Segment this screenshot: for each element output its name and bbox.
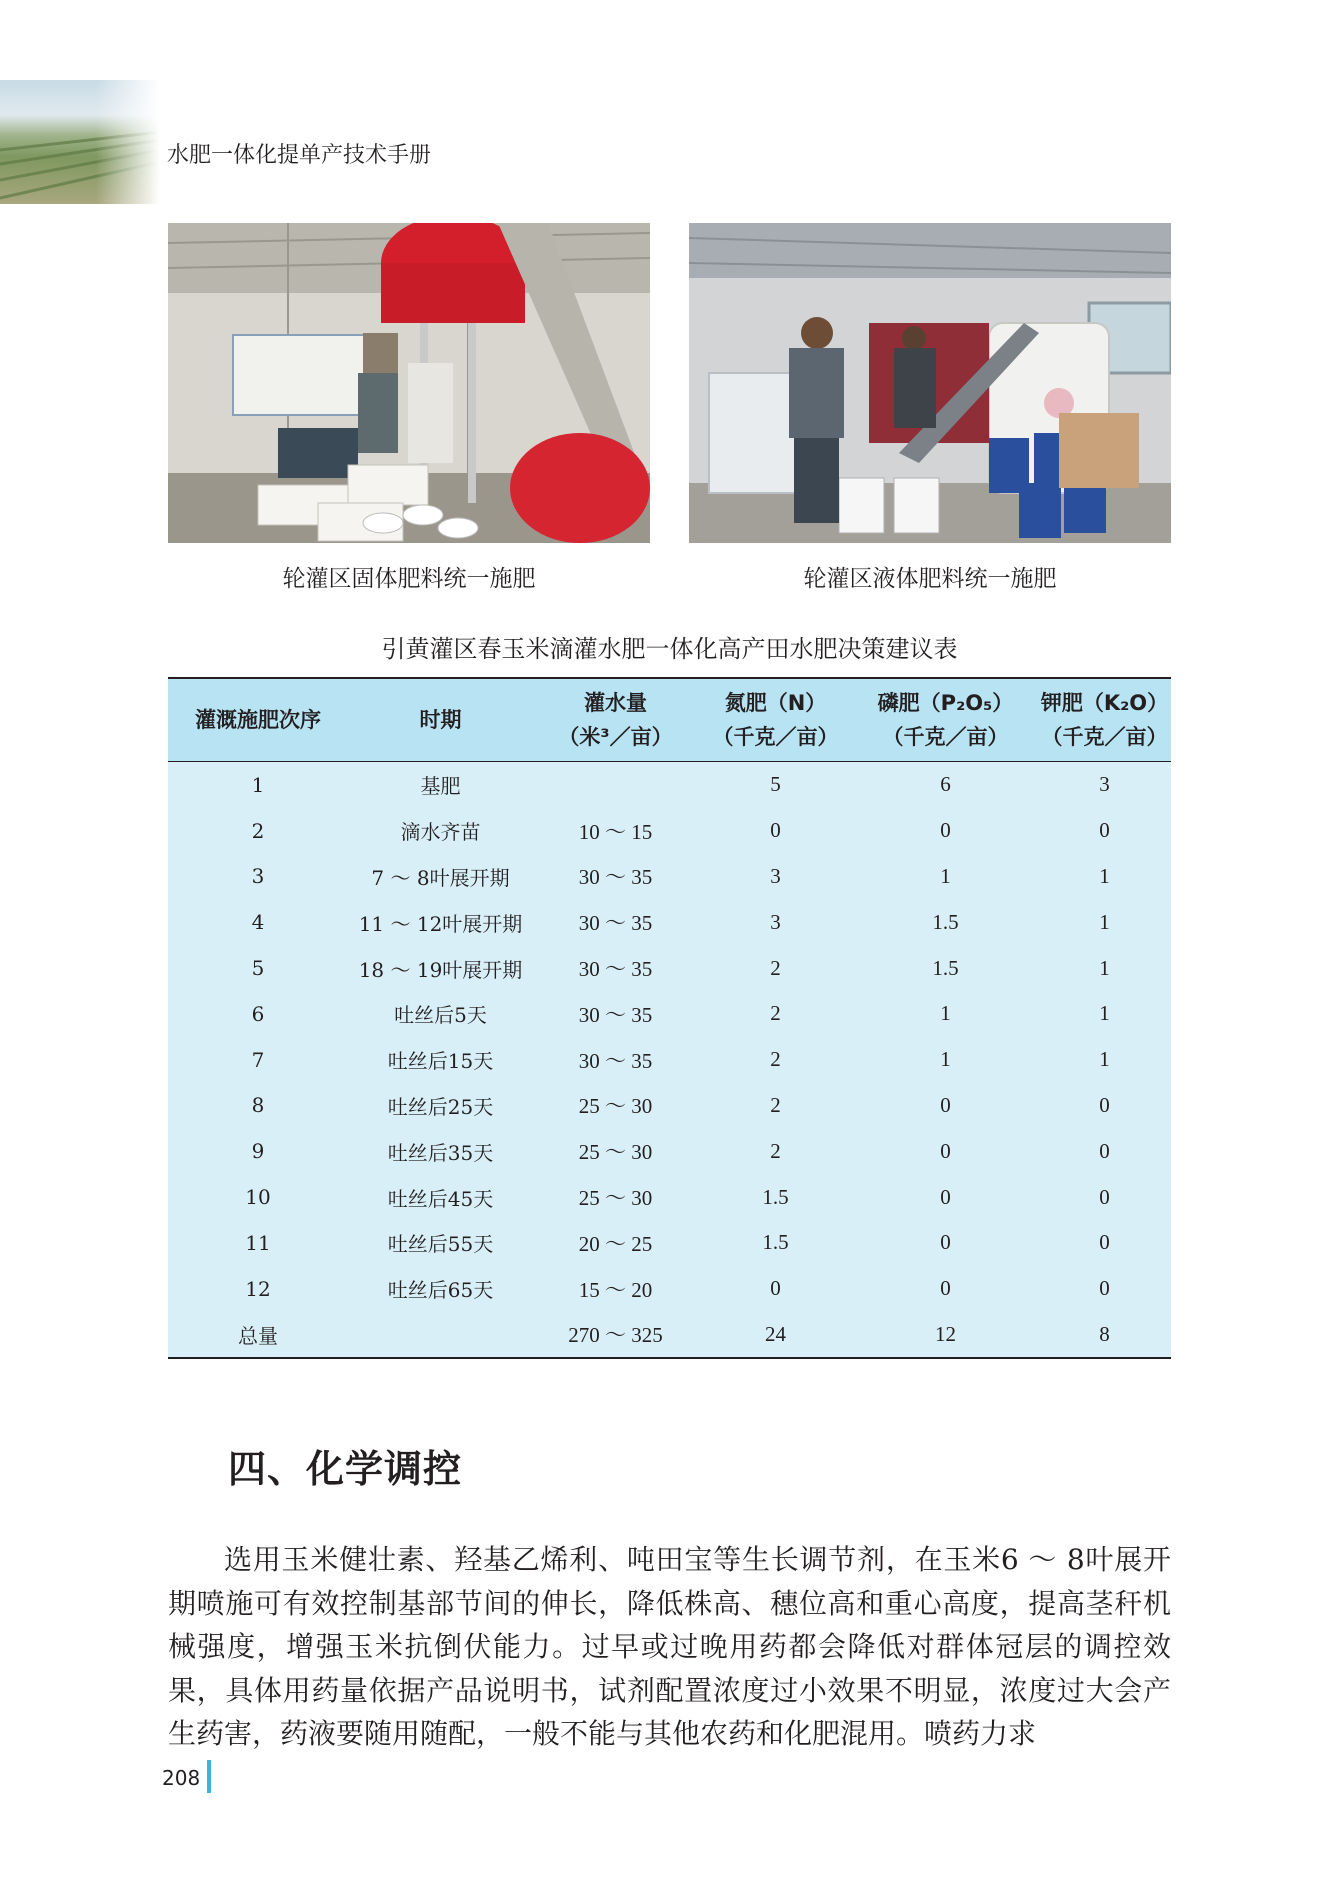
decision-table bbox=[168, 677, 1171, 1359]
table-row: 2 滴水齐苗 10 ～ 15 0 0 0 bbox=[251, 818, 1110, 845]
table-row: 6 吐丝后5天 30 ～ 35 2 1 1 bbox=[251, 1001, 1110, 1028]
table-title: 引黄灌区春玉米滴灌水肥一体化高产田水肥决策建议表 bbox=[381, 635, 958, 663]
header-order: 灌溉施肥次序 bbox=[168, 678, 348, 762]
table-row: 12 吐丝后65天 15 ～ 20 0 0 0 bbox=[245, 1276, 1110, 1303]
header-nitrogen: 氮肥（N） （千克／亩） bbox=[698, 678, 853, 762]
header-water: 灌水量 （米³／亩） bbox=[533, 678, 698, 762]
table-row: 11 吐丝后55天 20 ～ 25 1.5 0 0 bbox=[245, 1230, 1110, 1257]
table-row: 5 18 ～ 19叶展开期 30 ～ 35 2 1.5 1 bbox=[251, 955, 1110, 982]
table-row: 9 吐丝后35天 25 ～ 30 2 0 0 bbox=[251, 1138, 1110, 1165]
photo-solid-fertilizer bbox=[168, 223, 650, 543]
page-number: 208 bbox=[162, 1766, 201, 1790]
table-row: 8 吐丝后25天 25 ～ 30 2 0 0 bbox=[251, 1092, 1110, 1119]
caption-liquid-fertilizer: 轮灌区液体肥料统一施肥 bbox=[803, 566, 1057, 592]
running-head: 水肥一体化提单产技术手册 bbox=[167, 143, 432, 168]
caption-solid-fertilizer: 轮灌区固体肥料统一施肥 bbox=[282, 566, 536, 592]
header-phosphorus: 磷肥（P₂O₅） （千克／亩） bbox=[853, 678, 1038, 762]
table-row: 10 吐丝后45天 25 ～ 30 1.5 0 0 bbox=[245, 1184, 1110, 1211]
paragraph-text: 选用玉米健壮素、羟基乙烯利、吨田宝等生长调节剂，在玉米6 ～ 8叶展开期喷施可有效控制基部节间的伸长，降低株高、穗位高和重心高度，提高茎秆机械强度，增强玉米抗倒伏能力。过早或过晚用药都会降低对群体冠层的调控效果，具体用药量依据产品说明书，试剂配置浓度过小效果不明显，浓度过大会产生药害，药液要随用随配，一般不能与其他农药和化肥混用。喷药力求 bbox=[168, 1543, 1171, 1750]
table-row: 1 基肥 5 6 3 bbox=[251, 772, 1110, 799]
table-row: 4 11 ～ 12叶展开期 30 ～ 35 3 1.5 1 bbox=[251, 909, 1110, 936]
table-row: 7 吐丝后15天 30 ～ 35 2 1 1 bbox=[251, 1047, 1110, 1074]
page-number-bar bbox=[207, 1760, 211, 1793]
corner-field-photo bbox=[0, 80, 160, 204]
body-paragraph bbox=[168, 1538, 1171, 1756]
table-total-row: 总量 270 ～ 325 24 12 8 bbox=[168, 1312, 1171, 1359]
header-period: 时期 bbox=[348, 678, 533, 762]
photo-liquid-fertilizer bbox=[689, 223, 1171, 543]
header-potassium: 钾肥（K₂O） （千克／亩） bbox=[1038, 678, 1171, 762]
table-row: 3 7 ～ 8叶展开期 30 ～ 35 3 1 1 bbox=[251, 863, 1110, 890]
table-header-row bbox=[168, 678, 1171, 762]
section-heading: 四、化学调控 bbox=[228, 1447, 463, 1491]
